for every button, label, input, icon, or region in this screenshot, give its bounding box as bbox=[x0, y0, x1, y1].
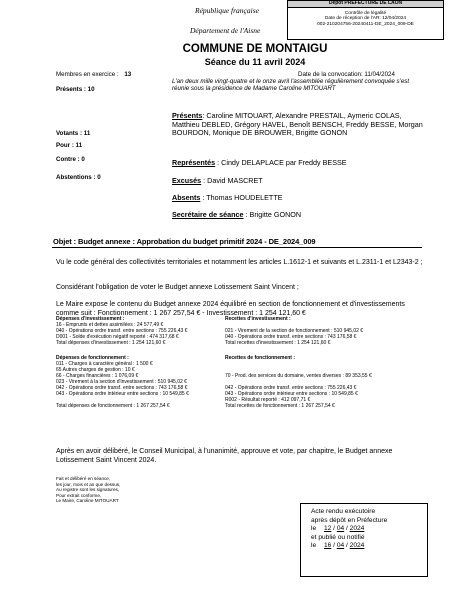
fonc-depense-line: 043 - Opérations ordre intérieur entre sections : 10 549,85 € bbox=[56, 391, 189, 397]
paragraph-expose: Le Maire expose le contenu du Budget annexe 2024 équilibré en section de fonctionnement et d'investissements comme suit : Fonctionnement : 1 267 257,54 € - Investissement : 1 254 121,60 € bbox=[56, 301, 405, 317]
stamp-title: Dépôt PREFECTURE DE LAON bbox=[288, 1, 443, 8]
votants-count: Votants : 11 bbox=[56, 130, 91, 137]
fonc-depenses-title: Dépenses de fonctionnement : bbox=[56, 355, 129, 361]
signature-line: Le Maire, Caroline MITOUART bbox=[56, 498, 119, 504]
fonctionnement-depenses bbox=[56, 355, 226, 409]
presents-list: Présents: Caroline MITOUART, Alexandre PRESTAIL, Aymeric COLAS, Matthieu DEBLED, Grégory HAVEL, Benoît BENSCH, Freddy BESSE, Morgan BOURDON, Monique DE BROUWER, Brigitte GONON bbox=[172, 111, 423, 137]
fonc-recettes-title: Recettes de fonctionnement : bbox=[225, 355, 296, 361]
stamp-line-3: 002-210204756-20240411-DE_2024_009-DE bbox=[317, 21, 414, 27]
paragraph-vu: Vu le code général des collectivités territoriales et notamment les articles L.1612-1 et suivants et L.2311-1 et L2343-2 ; bbox=[56, 259, 423, 266]
fonc-recette-line: R002 - Résultat reporté : 412 097,71 € bbox=[225, 397, 311, 403]
signature-line: Pour extrait conforme, bbox=[56, 492, 102, 498]
inv-recette-total: Total recettes d'investissement : 1 254 121,60 € bbox=[225, 340, 331, 346]
commune-title: COMMUNE DE MONTAIGU bbox=[182, 43, 328, 55]
fonc-recette-line: 70 - Prod. des services du domaine, ventes diverses : 89 353,55 € bbox=[225, 373, 372, 379]
fonc-depense-line: 042 - Opérations ordre transf. entre sections : 743 176,58 € bbox=[56, 385, 188, 391]
fonc-depense-total: Total dépenses de fonctionnement : 1 267 257,54 € bbox=[56, 403, 170, 409]
representes-line: Représentés : Cindy DELAPLACE par Freddy BESSE bbox=[172, 158, 347, 167]
inv-recette-line: 021 - Virement de la section de fonctionnement : 510 945,02 € bbox=[225, 328, 364, 334]
inv-depense-line: 16 - Emprunts et dettes assimilées : 24 577,49 € bbox=[56, 322, 164, 328]
convocation-text: L'an deux mille vingt-quatre et le onze avril l'assemblée régulièrement convoquée s'est réunie sous la présidence de Madame Caroline MITOUART bbox=[172, 78, 410, 93]
abstentions-count: Abstentions : 0 bbox=[56, 174, 101, 181]
objet-title: Objet : Budget annexe : Approbation du budget primitif 2024 - DE_2024_009 bbox=[53, 237, 316, 246]
inv-recettes-title: Recettes d'investissement : bbox=[225, 316, 291, 322]
fonc-depense-line: 023 - Virement à la section d'investissement : 510 945,02 € bbox=[56, 379, 187, 385]
departement-label: Département de l'Aisne bbox=[190, 26, 261, 35]
signature-block bbox=[56, 476, 120, 504]
signature-line: Au registre sont les signatures, bbox=[56, 487, 120, 493]
inv-depenses-title: Dépenses d'investissement : bbox=[56, 316, 125, 322]
inv-depense-line: D001 - Solde d'exécution négatif reporté : 474 317,68 € bbox=[56, 334, 179, 340]
presents-count: Présents : 10 bbox=[56, 86, 95, 93]
inv-depense-line: 040 - Opérations ordre transf. entre sections : 755 226,43 € bbox=[56, 328, 188, 334]
fonc-depense-line: 66 - Charges financières : 1 076,09 € bbox=[56, 373, 139, 379]
signature-line: les jour, mois et an que dessus, bbox=[56, 481, 121, 487]
fonc-recette-line: 043 - Opérations ordre intérieur entre sections : 10 549,85 € bbox=[225, 391, 358, 397]
fonctionnement-recettes bbox=[225, 355, 425, 409]
paragraph-conclusion: Après en avoir délibéré, le Conseil Municipal, à l'unanimité, approuve et vote, par chapitre, le Budget annexe Lotissement Saint Vincent 2024. bbox=[56, 448, 393, 464]
paragraph-considerant: Considérant l'obligation de voter le Budget annexe Lotissement Saint Vincent ; bbox=[56, 284, 299, 291]
fonc-depense-line: 011 - Charges à caractère général : 1 500 € bbox=[56, 361, 153, 367]
pour-count: Pour : 11 bbox=[56, 142, 83, 149]
convocation-date: Date de la convocation: 11/04/2024 bbox=[298, 71, 395, 78]
prefecture-stamp bbox=[287, 0, 444, 40]
executory-depot-date: le 12 / 04 / 2024 bbox=[311, 525, 365, 532]
republique-label: République française bbox=[195, 6, 259, 15]
executory-box bbox=[300, 503, 428, 577]
signature-line: Fait et délibéré en séance, bbox=[56, 476, 111, 481]
inv-recette-line: 040 - Opérations ordre transf. entre sections : 743 176,58 € bbox=[225, 334, 357, 340]
stamp-line-1: Contrôle de légalité bbox=[344, 10, 387, 16]
executory-line-2: après dépôt en Préfecture bbox=[311, 516, 388, 524]
executory-pub-date: le 16 / 04 / 2024 bbox=[311, 542, 365, 549]
fonc-depense-line: 65 Autres charges de gestion : 10 € bbox=[56, 367, 135, 373]
contre-count: Contre : 0 bbox=[56, 156, 85, 163]
investissement-depenses bbox=[56, 316, 226, 346]
fonc-recette-line: 042 - Opérations ordre transf. entre sections : 755 226,43 € bbox=[225, 385, 357, 391]
absents-line: Absents : Thomas HOUDELETTE bbox=[172, 193, 283, 202]
objet-rule bbox=[52, 247, 422, 248]
fonc-recette-total: Total recettes de fonctionnement : 1 267 257,54 € bbox=[225, 403, 335, 409]
excuses-line: Excusés : David MASCRET bbox=[172, 176, 263, 185]
secretaire-line: Secrétaire de séance : Brigitte GONON bbox=[172, 210, 302, 219]
seance-title: Séance du 11 avril 2024 bbox=[204, 57, 306, 67]
membres-en-exercice: Membres en exercice : 13 bbox=[56, 71, 132, 78]
investissement-recettes bbox=[225, 316, 425, 346]
executory-line-4: et publié ou notifié bbox=[311, 533, 365, 541]
stamp-line-2: Date de réception de l'AR: 12/04/2024 bbox=[324, 16, 407, 22]
executory-line-1: Acte rendu exécutoire bbox=[311, 508, 376, 515]
inv-depense-total: Total dépenses d'investissement : 1 254 121,60 € bbox=[56, 340, 166, 346]
